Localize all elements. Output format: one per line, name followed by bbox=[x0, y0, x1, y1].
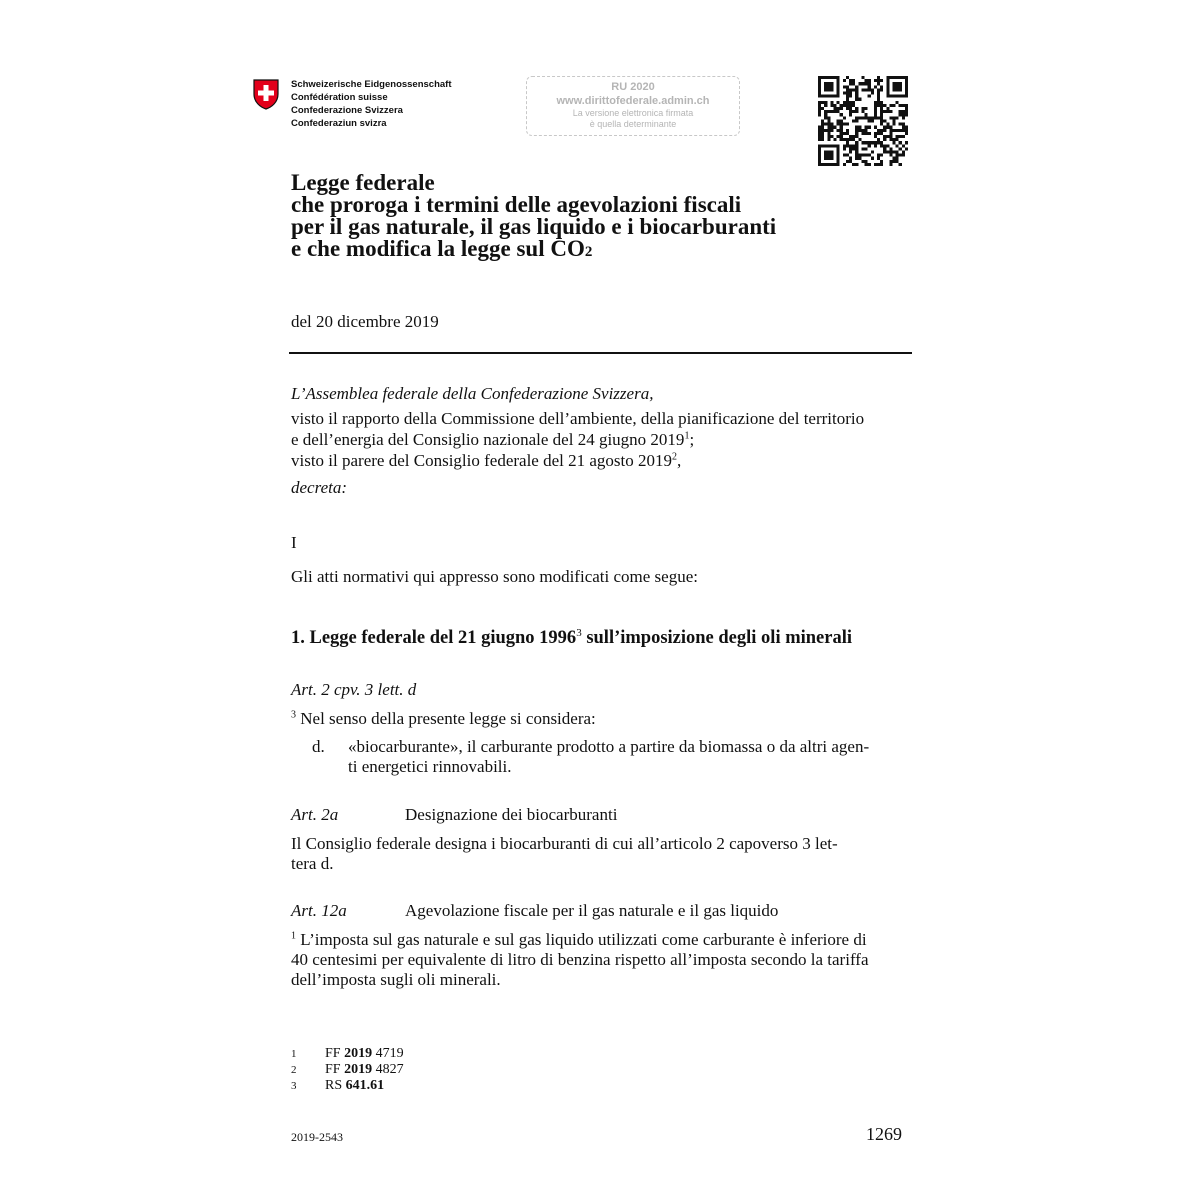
art-2-item-line-2: ti energetici rinnovabili. bbox=[348, 757, 512, 776]
art-12a-line-3: dell’imposta sugli oli minerali. bbox=[291, 970, 501, 989]
title-line-4-text: e che modifica la legge sul CO bbox=[291, 236, 585, 261]
art-2-para-num: 3 bbox=[291, 709, 296, 721]
art-2a-line-1: Il Consiglio federale designa i biocarburanti di cui all’articolo 2 capoverso 3 let- bbox=[291, 834, 838, 853]
title-divider bbox=[289, 352, 912, 354]
footnote-1 bbox=[291, 1046, 404, 1062]
footnotes bbox=[291, 1046, 404, 1094]
footnote-1-pre: FF bbox=[325, 1046, 345, 1061]
art-12a-label: Art. 12a bbox=[291, 901, 347, 920]
title-line-3: per il gas naturale, il gas liquido e i biocarburanti bbox=[291, 214, 777, 239]
stamp-note-1: La versione elettronica firmata bbox=[572, 108, 694, 118]
document-date: del 20 dicembre 2019 bbox=[291, 312, 439, 331]
footnote-3-bold: 641.61 bbox=[345, 1078, 385, 1093]
intro-line: Gli atti normativi qui appresso sono modificati come segue: bbox=[291, 567, 698, 586]
document-title bbox=[291, 172, 776, 263]
footnote-2-post: 4827 bbox=[372, 1062, 404, 1077]
footnote-2-pre: FF bbox=[325, 1062, 345, 1077]
art-2a-label: Art. 2a bbox=[291, 805, 339, 824]
official-stamp bbox=[526, 76, 740, 136]
part-number: I bbox=[291, 533, 297, 552]
swiss-cross-icon bbox=[252, 78, 280, 110]
confed-line-de: Schweizerische Eidgenossenschaft bbox=[291, 79, 452, 90]
footnote-2-text bbox=[325, 1062, 404, 1078]
footnote-ref-1: 1 bbox=[684, 430, 690, 442]
art-2-paragraph bbox=[291, 709, 596, 729]
footnote-2 bbox=[291, 1062, 404, 1078]
document-id: 2019-2543 bbox=[291, 1130, 343, 1144]
art-12a-line-1-text: L’imposta sul gas naturale e sul gas liquido utilizzati come carburante è inferiore di bbox=[296, 930, 867, 949]
preamble-line-3-end: , bbox=[677, 451, 682, 470]
footnote-1-bold: 2019 bbox=[344, 1046, 373, 1061]
art-2a-title: Designazione dei biocarburanti bbox=[405, 805, 618, 824]
confed-line-it: Confederazione Svizzera bbox=[291, 105, 403, 116]
footnote-2-bold: 2019 bbox=[344, 1062, 373, 1077]
confed-line-fr: Confédération suisse bbox=[291, 92, 388, 103]
preamble-line-1: visto il rapporto della Commissione dell’ambiente, della pianificazione del territorio bbox=[291, 409, 865, 428]
footnote-1-text bbox=[325, 1046, 404, 1062]
stamp-ru: RU 2020 bbox=[611, 81, 655, 93]
stamp-note-2: è quella determinante bbox=[589, 119, 677, 129]
footnote-3 bbox=[291, 1078, 404, 1094]
footnote-1-post: 4719 bbox=[372, 1046, 404, 1061]
art-2-item-letter: d. bbox=[312, 737, 325, 756]
stamp-url: www.dirittofederale.admin.ch bbox=[556, 95, 710, 107]
footnote-ref-2: 2 bbox=[672, 451, 677, 463]
art-12a-line-2: 40 centesimi per equivalente di litro di benzina rispetto all’imposta secondo la tariffa bbox=[291, 950, 869, 969]
confederation-names bbox=[291, 78, 452, 130]
preamble-line-2-end: ; bbox=[689, 430, 695, 449]
art-2-para-text: Nel senso della presente legge si considera: bbox=[296, 709, 596, 728]
title-line-4 bbox=[291, 238, 776, 263]
page-number: 1269 bbox=[866, 1124, 902, 1144]
art-2-item-line-1: «biocarburante», il carburante prodotto a partire da biomassa o da altri agen- bbox=[348, 737, 870, 756]
footnote-3-pre: RS bbox=[325, 1078, 346, 1093]
footnote-1-num: 1 bbox=[291, 1048, 297, 1060]
preamble-line-3-text: visto il parere del Consiglio federale del 21 agosto 2019 bbox=[291, 451, 672, 470]
confed-line-rm: Confederaziun svizra bbox=[291, 118, 387, 129]
art-2a-line-2: tera d. bbox=[291, 854, 334, 873]
qr-code-icon bbox=[818, 76, 908, 166]
preamble-line-3 bbox=[291, 451, 681, 471]
art-12a-line-1 bbox=[291, 930, 867, 950]
art-2-label: Art. 2 cpv. 3 lett. d bbox=[291, 680, 417, 699]
art-12a-para-num: 1 bbox=[291, 930, 296, 942]
title-line-1: Legge federale bbox=[291, 170, 435, 195]
footnote-2-num: 2 bbox=[291, 1064, 297, 1076]
preamble-line-2-text: e dell’energia del Consiglio nazionale del 24 giugno 2019 bbox=[291, 430, 685, 449]
art-12a-title: Agevolazione fiscale per il gas naturale e il gas liquido bbox=[405, 901, 779, 920]
assembly-line: L’Assemblea federale della Confederazione Svizzera, bbox=[291, 384, 654, 403]
decreta-line: decreta: bbox=[291, 478, 348, 497]
footnote-ref-3: 3 bbox=[576, 626, 582, 639]
co2-subscript: 2 bbox=[584, 244, 593, 260]
footnote-3-num: 3 bbox=[291, 1080, 297, 1092]
section-1-heading-a: 1. Legge federale del 21 giugno 1996 bbox=[291, 628, 577, 648]
preamble-line-2 bbox=[291, 430, 694, 450]
footnote-3-text bbox=[325, 1078, 384, 1094]
section-1-heading-b: sull’imposizione degli oli minerali bbox=[581, 628, 852, 648]
section-1-heading bbox=[291, 628, 852, 649]
title-line-2: che proroga i termini delle agevolazioni fiscali bbox=[291, 192, 742, 217]
